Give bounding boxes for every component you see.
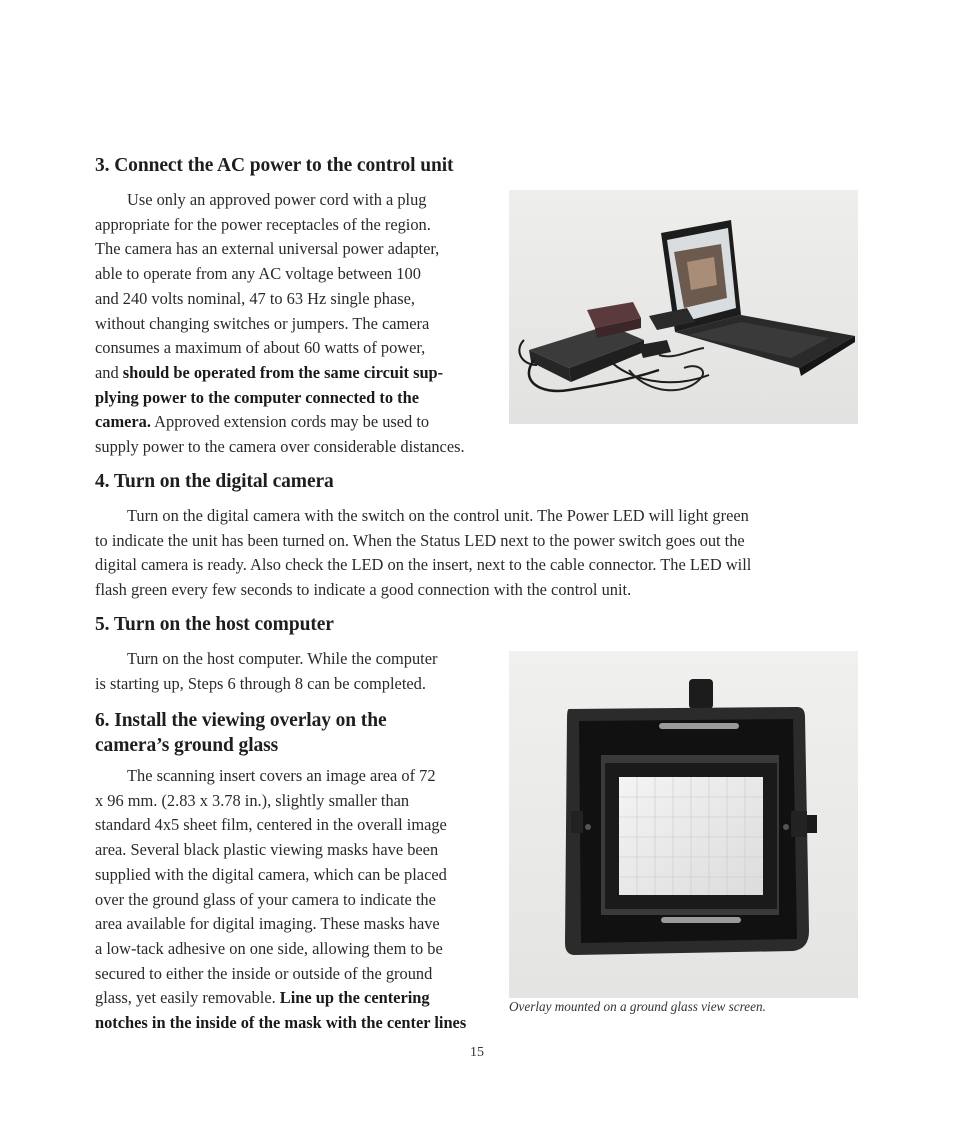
text-line xyxy=(95,789,466,814)
text-run: Approved extension cords may be used to xyxy=(150,412,430,432)
heading-connect-ac-power: 3. Connect the AC power to the control unit xyxy=(95,155,454,176)
photo-laptop-control-unit xyxy=(509,190,858,424)
text-line xyxy=(95,912,466,937)
paragraph-install-overlay xyxy=(95,764,466,1036)
bold-text: notches in the inside of the mask with the center lines xyxy=(95,1013,467,1033)
heading-turn-on-host: 5. Turn on the host computer xyxy=(95,614,334,635)
text-line xyxy=(95,410,465,435)
text-line xyxy=(95,647,437,672)
text-line xyxy=(95,237,465,262)
text-run: Turn on the digital camera with the switch on the control unit. The Power LED will light green xyxy=(127,506,749,525)
text-run: x 96 mm. (2.83 x 3.78 in.), slightly smaller than xyxy=(95,790,410,810)
text-run: The scanning insert covers an image area of 72 xyxy=(127,766,436,785)
figure-caption: Overlay mounted on a ground glass view screen. xyxy=(509,999,766,1014)
text-run: consumes a maximum of about 60 watts of power, xyxy=(95,338,426,358)
text-line xyxy=(95,435,465,460)
photo-overlay-ground-glass xyxy=(509,651,858,998)
text-line xyxy=(95,986,466,1011)
text-run: Use only an approved power cord with a plug xyxy=(127,190,427,209)
bold-text: plying power to the computer connected to the xyxy=(95,387,419,407)
text-line xyxy=(95,672,437,697)
heading-line: 6. Install the viewing overlay on the xyxy=(95,710,387,731)
text-line xyxy=(95,262,465,287)
heading-turn-on-camera: 4. Turn on the digital camera xyxy=(95,471,334,492)
text-line xyxy=(95,578,751,603)
text-line xyxy=(95,764,466,789)
text-line xyxy=(95,553,751,578)
text-run: appropriate for the power receptacles of the region. xyxy=(95,214,431,234)
text-run: over the ground glass of your camera to indicate the xyxy=(95,889,436,909)
heading-install-overlay xyxy=(95,708,387,758)
text-run: and xyxy=(95,362,123,382)
heading-line: camera’s ground glass xyxy=(95,735,279,756)
text-line xyxy=(95,529,751,554)
text-line xyxy=(95,336,465,361)
paragraph-ac-power xyxy=(95,188,465,460)
text-run: glass, yet easily removable. xyxy=(95,988,280,1008)
text-line xyxy=(95,312,465,337)
text-line xyxy=(95,838,466,863)
bold-text: Line up the centering xyxy=(279,988,430,1008)
paragraph-turn-on-host xyxy=(95,647,437,696)
text-run: and 240 volts nominal, 47 to 63 Hz single phase, xyxy=(95,288,416,308)
bold-text: should be operated from the same circuit sup- xyxy=(122,362,444,382)
text-line xyxy=(95,188,465,213)
text-line xyxy=(95,813,466,838)
text-line xyxy=(95,863,466,888)
text-line xyxy=(95,962,466,987)
text-run: The camera has an external universal power adapter, xyxy=(95,239,440,259)
text-line xyxy=(95,287,465,312)
bold-text: camera. xyxy=(95,412,151,432)
text-run: supplied with the digital camera, which can be placed xyxy=(95,864,447,884)
text-run: flash green every few seconds to indicate a good connection with the control unit. xyxy=(95,580,632,600)
text-run: to indicate the unit has been turned on. When the Status LED next to the power switch goes out the xyxy=(95,530,745,550)
text-run: secured to either the inside or outside of the ground xyxy=(95,963,433,983)
text-line xyxy=(95,213,465,238)
text-run: able to operate from any AC voltage between 100 xyxy=(95,264,421,284)
text-line xyxy=(95,888,466,913)
text-run: digital camera is ready. Also check the LED on the insert, next to the cable connector. The LED will xyxy=(95,555,752,575)
paragraph-turn-on-camera xyxy=(95,504,751,603)
page-number: 15 xyxy=(470,1045,484,1060)
text-run: standard 4x5 sheet film, centered in the overall image xyxy=(95,815,447,835)
text-run: area. Several black plastic viewing masks have been xyxy=(95,840,439,860)
text-line xyxy=(95,386,465,411)
text-line xyxy=(95,937,466,962)
text-line xyxy=(95,361,465,386)
text-run: supply power to the camera over considerable distances. xyxy=(95,437,465,457)
text-run: Turn on the host computer. While the computer xyxy=(127,649,438,668)
text-line xyxy=(95,504,751,529)
text-run: without changing switches or jumpers. The camera xyxy=(95,313,430,333)
text-run: area available for digital imaging. These masks have xyxy=(95,914,440,934)
text-run: a low-tack adhesive on one side, allowing them to be xyxy=(95,938,443,958)
text-run: is starting up, Steps 6 through 8 can be completed. xyxy=(95,673,426,693)
text-line xyxy=(95,1011,466,1036)
